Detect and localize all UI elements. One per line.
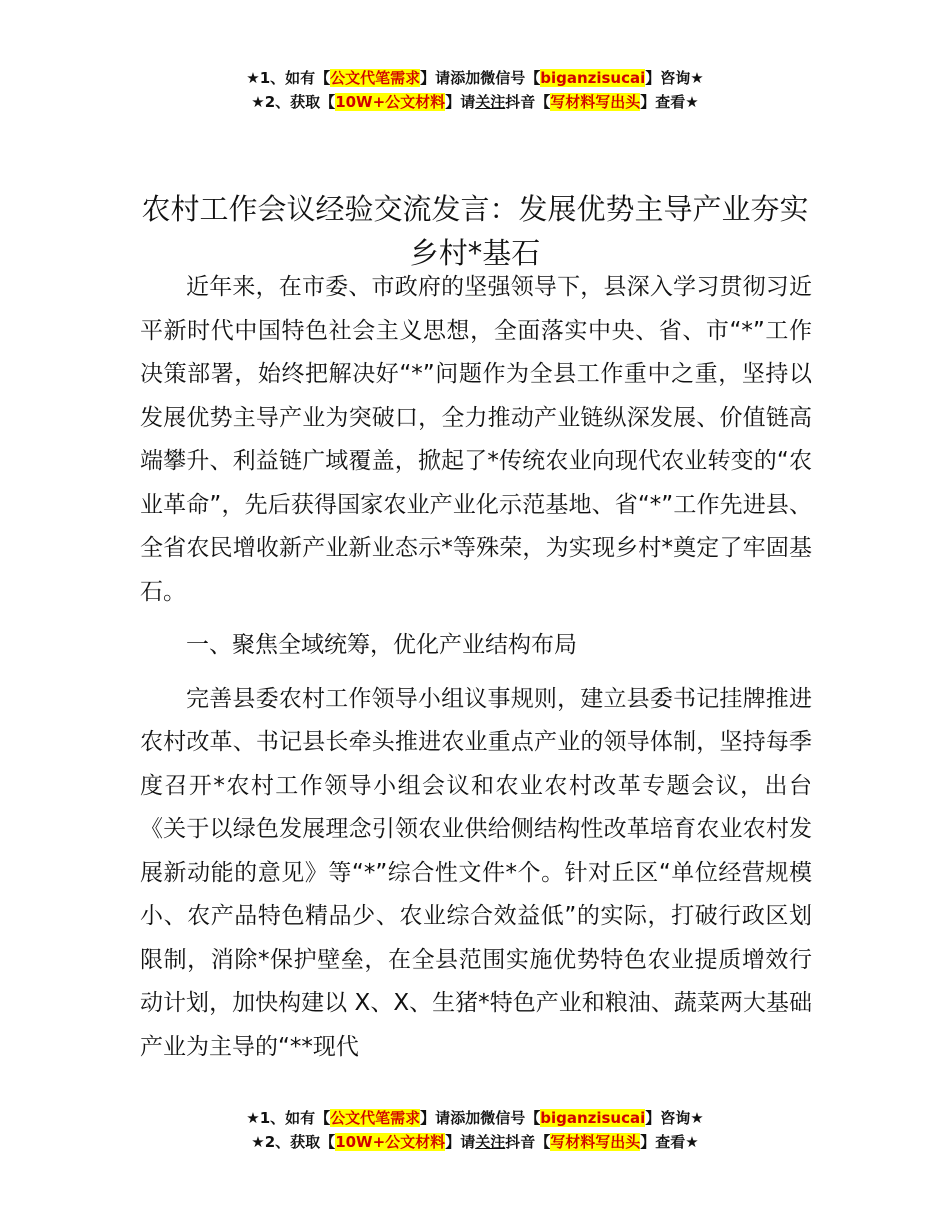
bottom-banner — [0, 1106, 950, 1154]
banner-text: 】查看★ — [640, 93, 699, 111]
banner-line-2 — [0, 90, 950, 114]
document-title: 农村工作会议经验交流发言：发展优势主导产业夯实乡村*基石 — [141, 192, 809, 271]
paragraph-intro: 近年来，在市委、市政府的坚强领导下，县深入学习贯彻习近平新时代中国特色社会主义思想，全面落实中央、省、市“*”工作决策部署，始终把解决好“*”问题作为全县工作重中之重，坚持以发展优势主导产业为突破口，全力推动产业链纵深发展、价值链高端攀升、利益链广域覆盖，掀起了*传统农业向现代农业转变的“农业革命”，先后获得国家农业产业化示范基地、省“*”工作先进县、全省农民增收新产业新业态示*等殊荣，为实现乡村*奠定了牢固基石。 — [140, 274, 813, 605]
banner-text: ★2、获取【 — [251, 93, 336, 111]
banner-text-emphasis: 添加 — [450, 69, 481, 87]
banner-text: 】请 — [420, 69, 451, 87]
highlight-wechat-id: biganzisucai — [540, 69, 646, 87]
banner-text: 抖音【 — [505, 1133, 551, 1151]
banner-text: 微信号【 — [480, 1109, 541, 1127]
top-banner — [0, 66, 950, 114]
highlight-materials: 10W+公文材料 — [335, 93, 446, 111]
section-heading-1: 一、聚焦全域统筹，优化产业结构布局 — [186, 632, 577, 658]
banner-text-underlined: 关注 — [475, 93, 506, 111]
banner-text: 抖音【 — [505, 93, 551, 111]
banner-text-underlined: 关注 — [475, 1133, 506, 1151]
banner-line-1 — [0, 1106, 950, 1130]
banner-text: ★1、如有【 — [246, 1109, 331, 1127]
highlight-wechat-id: biganzisucai — [540, 1109, 646, 1127]
highlight-service: 公文代笔需求 — [330, 69, 421, 87]
highlight-materials: 10W+公文材料 — [335, 1133, 446, 1151]
banner-text-emphasis: 添加 — [450, 1109, 481, 1127]
banner-text: 】请 — [420, 1109, 451, 1127]
banner-text: ★2、获取【 — [251, 1133, 336, 1151]
banner-text: 】咨询★ — [645, 69, 704, 87]
document-body — [140, 266, 812, 1069]
banner-text: 微信号【 — [480, 69, 541, 87]
paragraph-section-1: 完善县委农村工作领导小组议事规则，建立县委书记挂牌推进农村改革、书记县长牵头推进农业重点产业的领导体制，坚持每季度召开*农村工作领导小组会议和农业农村改革专题会议，出台《关于以绿色发展理念引领农业供给侧结构性改革培育农业农村发展新动能的意见》等“*”综合性文件*个。针对丘区“单位经营规模小、农产品特色精品少、农业综合效益低”的实际，打破行政区划限制，消除*保护壁垒，在全县范围实施优势特色农业提质增效行动计划，加快构建以 X、X、生猪*特色产业和粮油、蔬菜两大基础产业为主导的“**现代 — [140, 685, 812, 1060]
banner-text: 】请 — [445, 1133, 476, 1151]
banner-text: ★1、如有【 — [246, 69, 331, 87]
highlight-service: 公文代笔需求 — [330, 1109, 421, 1127]
highlight-douyin-account: 写材料写出头 — [550, 1133, 641, 1151]
banner-text: 】查看★ — [640, 1133, 699, 1151]
highlight-douyin-account: 写材料写出头 — [550, 93, 641, 111]
banner-text: 】请 — [445, 93, 476, 111]
banner-text: 】咨询★ — [645, 1109, 704, 1127]
banner-line-2 — [0, 1130, 950, 1154]
banner-line-1 — [0, 66, 950, 90]
